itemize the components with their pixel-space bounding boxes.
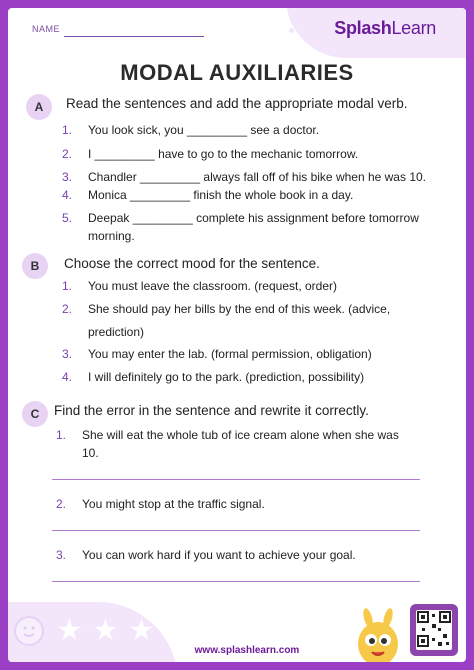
list-item bbox=[62, 368, 442, 386]
list-item bbox=[56, 495, 436, 513]
item-number: 3. bbox=[62, 170, 73, 184]
list-item bbox=[62, 168, 452, 186]
item-number: 2. bbox=[56, 497, 67, 511]
qr-pattern bbox=[416, 610, 452, 650]
list-item bbox=[56, 546, 446, 564]
list-item bbox=[62, 186, 442, 204]
list-item bbox=[62, 209, 452, 245]
name-line bbox=[64, 36, 204, 37]
list-item bbox=[62, 145, 442, 163]
worksheet bbox=[8, 8, 466, 662]
item-number: 4. bbox=[62, 370, 73, 384]
smiley-icon bbox=[14, 616, 44, 646]
item-text-cont: 10. bbox=[82, 446, 99, 460]
mascot-icon bbox=[354, 608, 402, 662]
item-text: She should pay her bills by the end of this week. (advice, bbox=[88, 302, 391, 316]
item-text: Monica _________ finish the whole book in a day. bbox=[88, 188, 354, 202]
qr-code[interactable] bbox=[410, 604, 458, 656]
answer-line[interactable] bbox=[52, 581, 420, 582]
item-number: 1. bbox=[62, 279, 73, 293]
item-number: 5. bbox=[62, 211, 73, 225]
item-text: Deepak _________ complete his assignment before tomorrow bbox=[88, 211, 419, 225]
item-text: I will definitely go to the park. (prediction, possibility) bbox=[88, 370, 365, 384]
brand-logo bbox=[334, 18, 436, 39]
name-label: NAME bbox=[32, 24, 61, 34]
item-text: You look sick, you _________ see a doctor. bbox=[88, 123, 320, 137]
item-number: 4. bbox=[62, 188, 73, 202]
answer-line[interactable] bbox=[52, 479, 420, 480]
list-item bbox=[62, 121, 442, 139]
star-icon: ★ bbox=[56, 614, 83, 647]
item-number: 2. bbox=[62, 147, 73, 161]
item-text-cont: morning. bbox=[88, 229, 135, 243]
item-text-cont: prediction) bbox=[88, 325, 145, 339]
section-badge-a: A bbox=[26, 94, 52, 120]
brand-light: Learn bbox=[391, 18, 436, 38]
section-a-instruction: Read the sentences and add the appropriate modal verb. bbox=[66, 96, 408, 111]
star-icon: ★ bbox=[128, 614, 155, 647]
item-number: 1. bbox=[56, 428, 67, 442]
footer-url[interactable]: www.splashlearn.com bbox=[194, 645, 300, 656]
item-text: You might stop at the traffic signal. bbox=[82, 497, 265, 511]
star-icon: ★ bbox=[92, 614, 119, 647]
item-text: You must leave the classroom. (request, order) bbox=[88, 279, 338, 293]
item-text: You can work hard if you want to achieve your goal. bbox=[82, 548, 356, 562]
section-b-instruction: Choose the correct mood for the sentence. bbox=[64, 256, 320, 271]
item-text: I _________ have to go to the mechanic tomorrow. bbox=[88, 147, 359, 161]
list-item bbox=[62, 277, 442, 295]
item-text: Chandler _________ always fall off of his bike when he was 10. bbox=[88, 170, 426, 184]
item-number: 3. bbox=[56, 548, 67, 562]
list-item bbox=[62, 345, 442, 363]
decor-dot bbox=[289, 28, 294, 33]
item-number: 2. bbox=[62, 302, 73, 316]
page-title: MODAL AUXILIARIES bbox=[120, 60, 354, 85]
list-item bbox=[62, 300, 452, 341]
item-text: You may enter the lab. (formal permission, obligation) bbox=[88, 347, 372, 361]
brand-bold: Splash bbox=[334, 18, 392, 38]
item-number: 3. bbox=[62, 347, 73, 361]
section-badge-c: C bbox=[22, 401, 48, 427]
answer-line[interactable] bbox=[52, 530, 420, 531]
section-c-instruction: Find the error in the sentence and rewrite it correctly. bbox=[54, 403, 369, 418]
section-badge-b: B bbox=[22, 253, 48, 279]
item-text: She will eat the whole tub of ice cream alone when she was bbox=[82, 428, 399, 442]
decor-dot bbox=[298, 14, 306, 22]
list-item bbox=[56, 426, 446, 462]
item-number: 1. bbox=[62, 123, 73, 137]
